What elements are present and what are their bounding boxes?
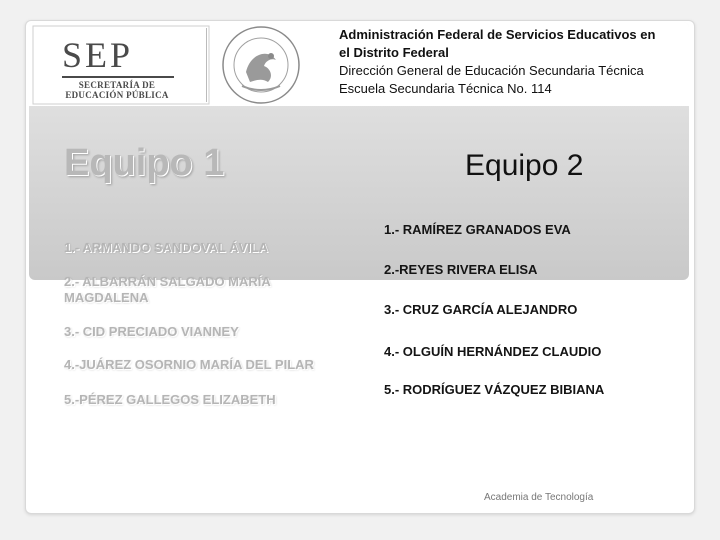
sep-logo-subtitle-line1: SECRETARÍA DE [78, 80, 156, 90]
team1-member: 2.- ALBARRÁN SALGADO MARÍA MAGDALENA [64, 274, 271, 305]
footer-text: Academia de Tecnología [484, 492, 594, 503]
team1-member: 4.-JUÁREZ OSORNIO MARÍA DEL PILAR [64, 357, 314, 372]
institution-header [339, 26, 689, 98]
team1-title: Equipo 1 [64, 142, 225, 184]
team2-member: 4.- OLGUÍN HERNÁNDEZ CLAUDIO [384, 344, 602, 359]
logo-divider [206, 28, 207, 102]
team2-member: 3.- CRUZ GARCÍA ALEJANDRO [384, 302, 578, 317]
team1-member: 3.- CID PRECIADO VIANNEY [64, 324, 239, 339]
team2-member: 1.- RAMÍREZ GRANADOS EVA [384, 222, 571, 237]
institution-line2: el Distrito Federal [339, 45, 449, 60]
institution-line4: Escuela Secundaria Técnica No. 114 [339, 81, 552, 96]
team2-member: 2.-REYES RIVERA ELISA [384, 262, 538, 277]
team2-title: Equipo 2 [465, 149, 584, 182]
institution-line1: Administración Federal de Servicios Educativos en [339, 27, 656, 42]
team2-member: 5.- RODRÍGUEZ VÁZQUEZ BIBIANA [384, 382, 605, 397]
team1-member: 1.- ARMANDO SANDOVAL ÁVILA [64, 240, 269, 255]
sep-logo-subtitle [52, 80, 182, 100]
mexico-seal-icon [216, 24, 306, 106]
sep-logo-subtitle-line2: EDUCACIÓN PÚBLICA [65, 90, 169, 100]
sep-logo-rule [62, 76, 174, 78]
team1-member: 5.-PÉREZ GALLEGOS ELIZABETH [64, 392, 276, 407]
institution-line3: Dirección General de Educación Secundaria Técnica [339, 63, 644, 78]
sep-logo-word: SEP [62, 35, 134, 75]
